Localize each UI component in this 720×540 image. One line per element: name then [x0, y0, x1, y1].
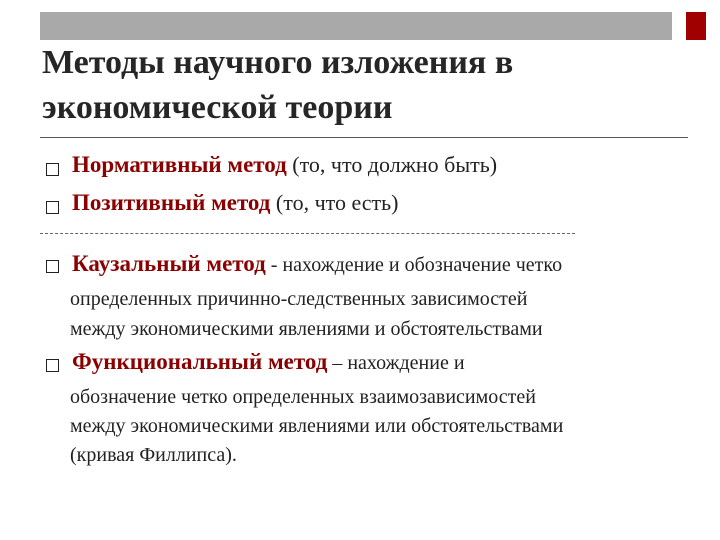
corner-accent-square [686, 12, 706, 40]
method-name: Позитивный метод [72, 190, 271, 215]
method-description: - нахождение и обозначение четко [265, 254, 563, 276]
list-item-positive [72, 190, 702, 216]
description-line: (кривая Филлипса). [70, 444, 237, 466]
list-item-causal [72, 251, 702, 277]
title-divider [40, 137, 688, 138]
method-description: – нахождение и [327, 352, 465, 374]
method-name: Функциональный метод [72, 349, 328, 374]
list-item-normative [72, 152, 702, 178]
method-note: (то, что должно быть) [286, 152, 498, 177]
list-item-functional [72, 349, 702, 375]
title-line-1: Методы научного изложения в [42, 44, 514, 81]
slide-title [42, 40, 682, 130]
description-line: между экономическими явлениями или обстоятельствами [70, 415, 564, 437]
title-line-2: экономической теории [42, 89, 393, 126]
description-line: определенных причинно-следственных зависимостей [70, 288, 528, 310]
method-name: Нормативный метод [72, 152, 287, 177]
bullet-square-icon [46, 163, 59, 176]
bullet-square-icon [46, 201, 59, 214]
method-name: Каузальный метод [72, 251, 266, 276]
method-note: (то, что есть) [270, 190, 399, 215]
description-line: обозначение четко определенных взаимозависимостей [70, 386, 536, 408]
dashed-separator [40, 233, 575, 234]
description-line: между экономическими явлениями и обстоятельствами [70, 318, 543, 340]
bullet-square-icon [46, 260, 59, 273]
top-decorative-bar [40, 12, 672, 40]
bullet-square-icon [46, 359, 59, 372]
